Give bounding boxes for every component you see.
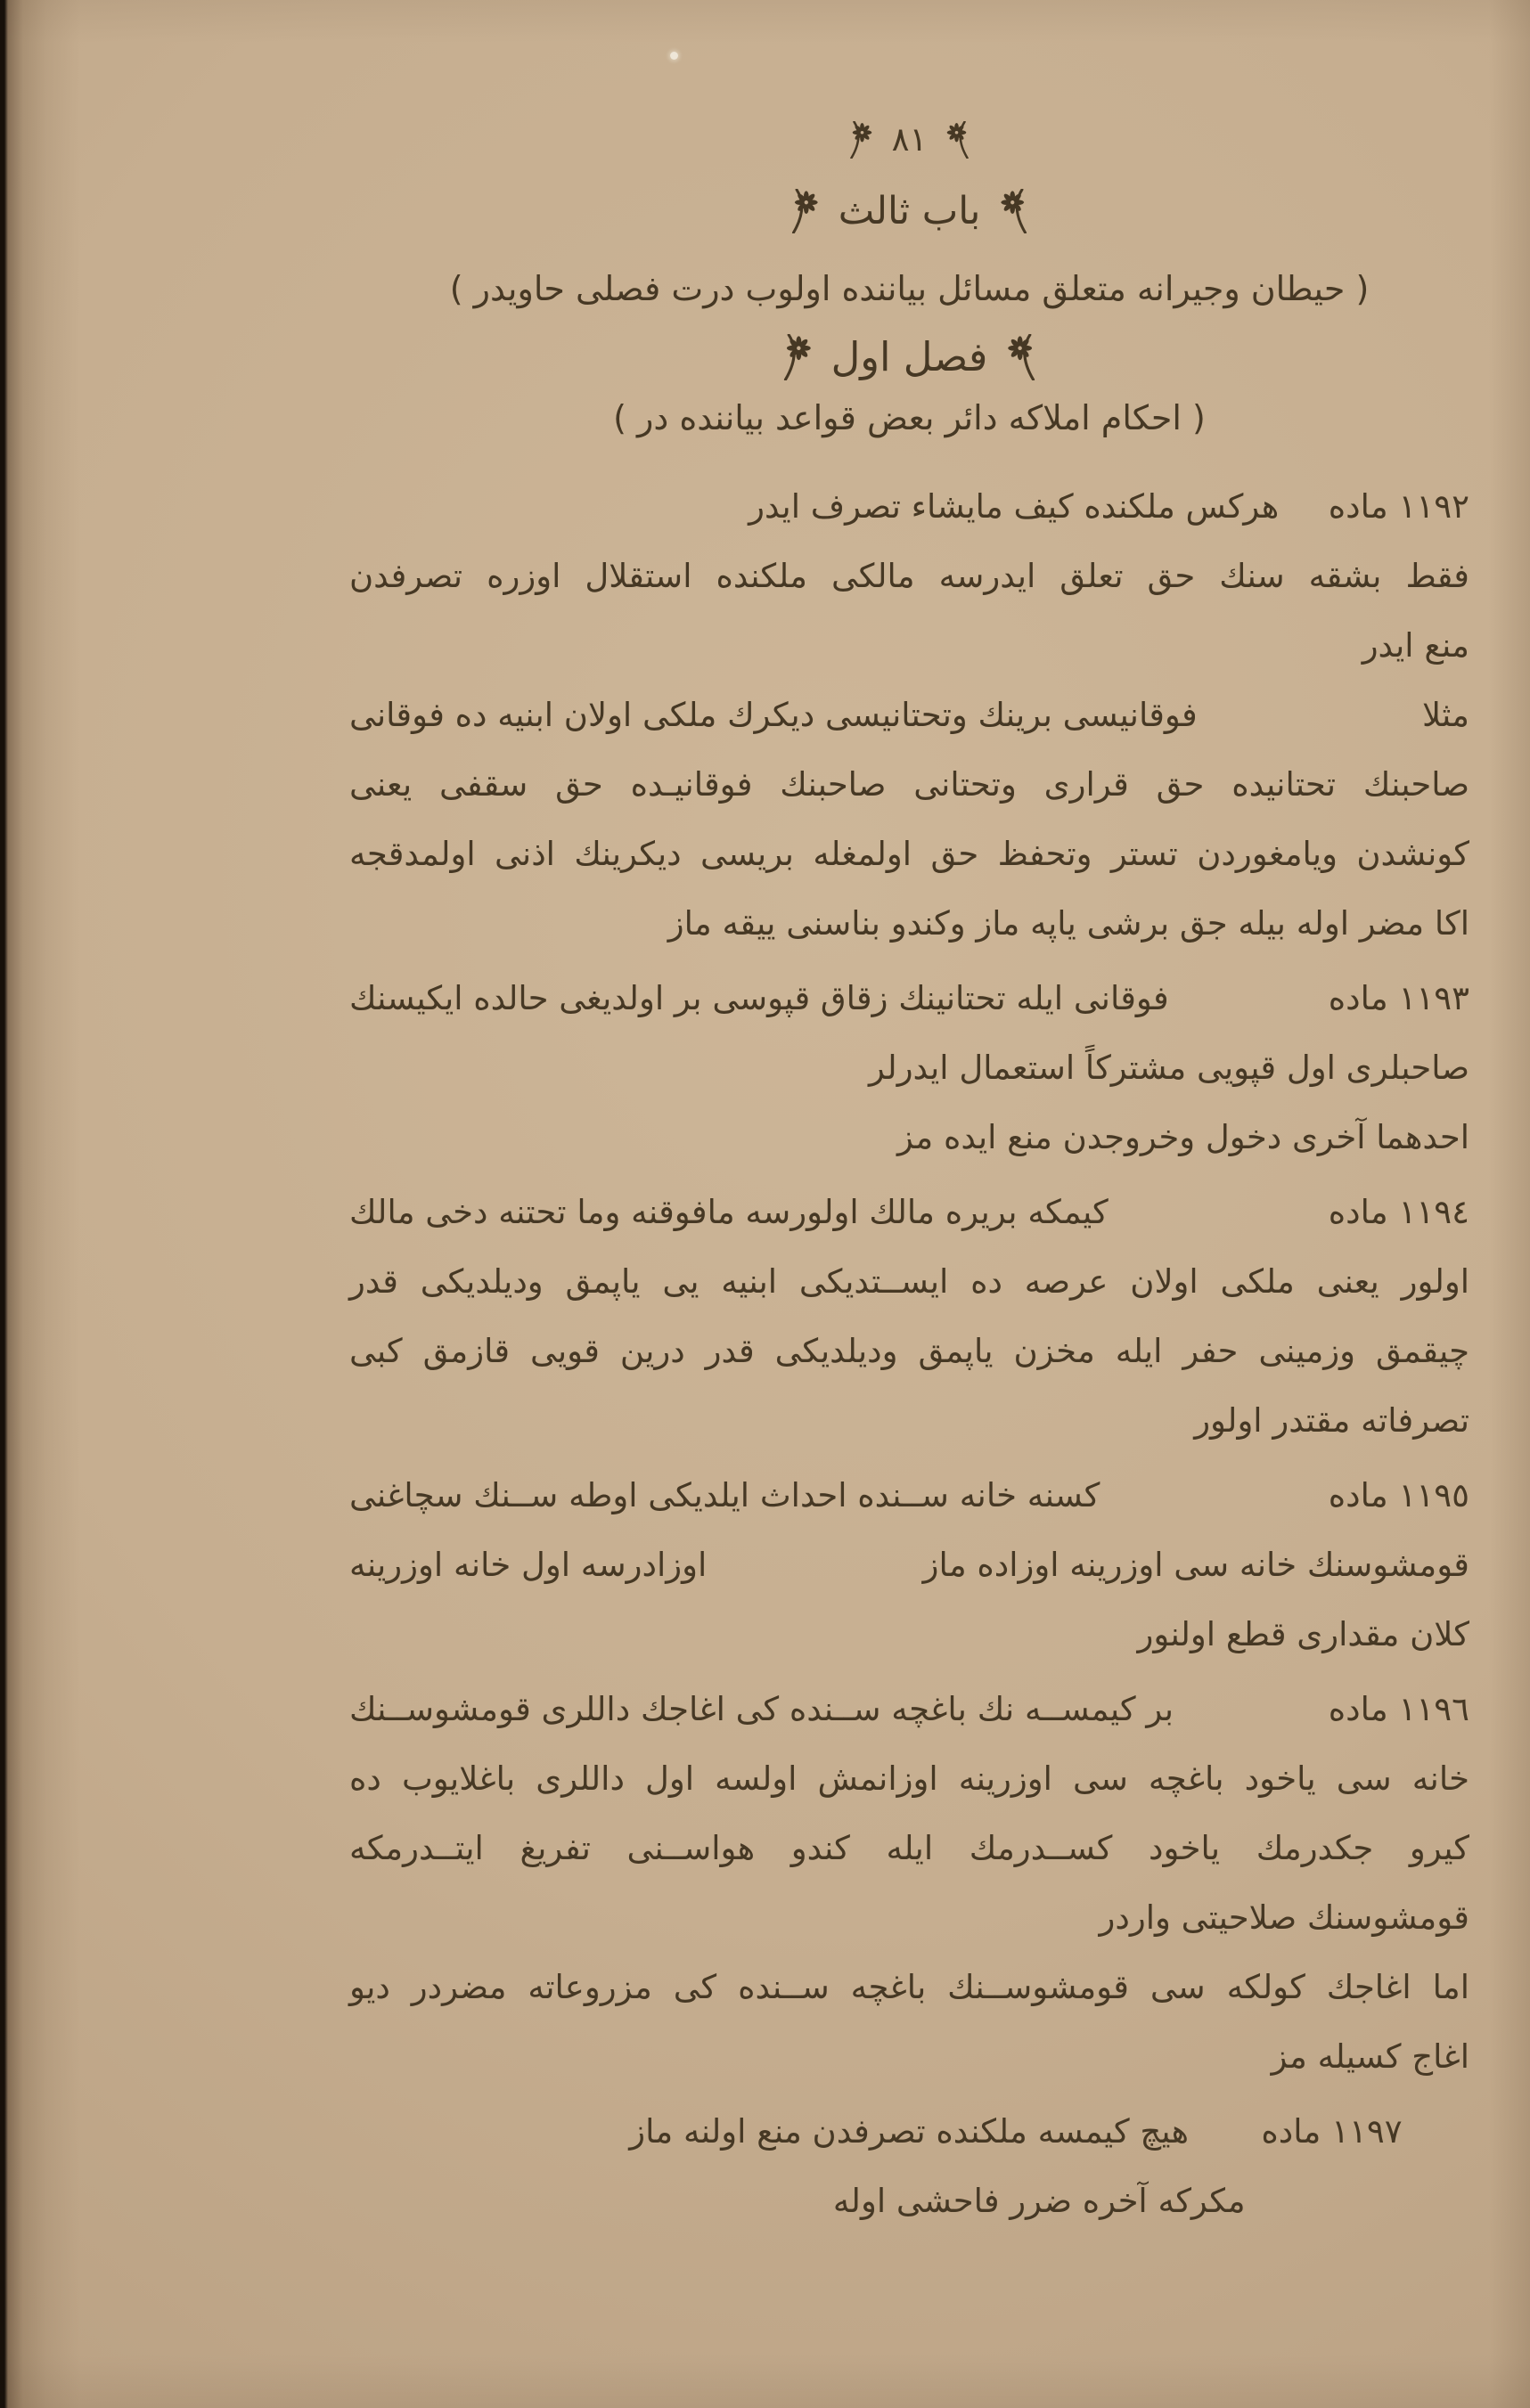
line-text: اغاج كسيله مز [1271, 2037, 1469, 2076]
article-1195 [349, 1461, 1469, 1669]
article-first-line [349, 1178, 1469, 1247]
line-text: خانه سى ياخود باغچه سى اوزرينه اوزانمش اولسه اول داللرى باغلايوب ده [349, 1759, 1469, 1798]
line-text: قومشوسنك خانه سى اوزرينه اوزاده ماز [922, 1546, 1469, 1584]
articles [349, 472, 1469, 2236]
text-line [349, 1814, 1469, 1883]
text-line [349, 1744, 1469, 1814]
line-text: بر كيمســه نك باغچه ســنده كى اغاجك داللرى قومشوســنك [349, 1690, 1174, 1728]
article-number: ١١٩٦ ماده [1328, 1690, 1469, 1728]
text-line [349, 750, 1469, 820]
line-text: صاحبنك تحتانيده حق قرارى وتحتانى صاحبنك فوقانيـده حق سقفى يعنى [349, 765, 1469, 804]
article-number: ١١٩٣ ماده [1328, 979, 1469, 1017]
article-number: ١١٩٤ ماده [1328, 1193, 1469, 1231]
text-line [349, 1386, 1469, 1456]
text-line [349, 889, 1469, 959]
article-1194 [349, 1178, 1469, 1456]
line-text: فوقانى ايله تحتانينك زقاق قپوسى بر اولديغى حالده ايكيسنك [349, 979, 1169, 1017]
article-number: ١١٩٢ ماده [1328, 487, 1469, 526]
line-text: اوزادرسه اول خانه اوزرينه [349, 1546, 708, 1584]
text-line [349, 1600, 1469, 1669]
text-line [349, 1103, 1469, 1172]
fleuron-icon [945, 121, 971, 159]
fleuron-icon [998, 189, 1030, 233]
article-1192 [349, 472, 1469, 959]
article-1197 [349, 2097, 1469, 2236]
line-text: اولور يعنى ملكى اولان عرصه ده ايســتديكى ابنيه يى ياپمق وديلديكى قدر [349, 1262, 1469, 1301]
line-text: قومشوسنك صلاحيتى واردر [1099, 1898, 1469, 1937]
article-number: ١١٩٧ ماده [1261, 2112, 1403, 2151]
line-text: هيچ كيمسه ملكنده تصرفدن منع اولنه ماز [629, 2112, 1189, 2151]
text-block [349, 0, 1469, 2236]
article-first-line [349, 472, 1469, 542]
text-line [349, 1953, 1469, 2022]
article-1196 [349, 1675, 1469, 2092]
article-first-line [349, 2097, 1469, 2167]
fleuron-icon [847, 121, 874, 159]
line-text: كيرو جكدرمك ياخود كســدرمك ايله كندو هواســنى تفريغ ايتــدرمكه [349, 1829, 1469, 1867]
article-number: ١١٩٥ ماده [1328, 1476, 1469, 1514]
line-text: مثلا [1421, 696, 1469, 734]
article-first-line [349, 1461, 1469, 1531]
text-line [349, 1247, 1469, 1317]
text-line [349, 1531, 1469, 1600]
fleuron-icon [789, 189, 821, 233]
text-line [349, 1317, 1469, 1386]
line-text: مكركه آخره ضرر فاحشى اوله [832, 2182, 1246, 2220]
page-number-row [349, 116, 1469, 164]
text-line [349, 2022, 1469, 2092]
line-text: اما اغاجك كولكه سى قومشوســنك باغچه ســنده كى مزروعاته مضردر ديو [349, 1968, 1469, 2006]
line-text: كيمكه بريره مالك اولورسه مافوقنه وما تحتنه دخى مالك [349, 1193, 1109, 1231]
section-title: فصل اول [830, 333, 988, 380]
article-first-line [349, 1675, 1469, 1744]
line-text: فقط بشقه سنك حق تعلق ايدرسه مالكى ملكنده استقلال اوزره تصرفدن [349, 557, 1469, 595]
section-heading [349, 330, 1469, 385]
line-text: كلان مقدارى قطع اولنور [1137, 1615, 1469, 1653]
line-text: كسنه خانه ســنده احداث ايلديكى اوطه ســنك سچاغنى [349, 1476, 1100, 1514]
line-text: منع ايدر [1362, 626, 1469, 665]
text-line [349, 542, 1469, 611]
line-text: كونشدن ويامغوردن تستر وتحفظ حق اولمغله بريسى ديكرينك اذنى اولمدقجه [349, 835, 1469, 873]
line-text: تصرفاته مقتدر اولور [1194, 1401, 1469, 1440]
line-text: اكا مضر اوله بيله جق برشى ياپه ماز وكندو بناسنى ييقه ماز [667, 904, 1469, 943]
text-line [349, 611, 1469, 681]
text-line [349, 1883, 1469, 1953]
text-line [349, 820, 1469, 889]
text-line [349, 2167, 1469, 2236]
binding-shadow [0, 0, 80, 2408]
line-text: صاحبلرى اول قپويى مشتركاً استعمال ايدرلر [869, 1049, 1469, 1087]
text-line [349, 681, 1469, 750]
line-text: فوقانيسى برينك وتحتانيسى ديكرك ملكى اولان ابنيه ده فوقانى [349, 696, 1198, 734]
line-text: احدهما آخرى دخول وخروجدن منع ايده مز [897, 1118, 1469, 1156]
line-text: هركس ملكنده كيف مايشاء تصرف ايدر [749, 487, 1280, 526]
page-number: ٨١ [891, 120, 928, 159]
fleuron-icon [781, 334, 814, 380]
chapter-heading [349, 185, 1469, 237]
line-text: چيقمق وزمينى حفر ايله مخزن ياپمق وديلديكى قدر درين قويى قازمق كبى [349, 1332, 1469, 1370]
chapter-subtitle: ( حيطان وجيرانه متعلق مسائل بياننده اولوب درت فصلى حاويدر ) [449, 269, 1370, 308]
chapter-title: باب ثالث [838, 189, 981, 233]
article-first-line [349, 964, 1469, 1033]
fleuron-icon [1005, 334, 1038, 380]
text-line [349, 1033, 1469, 1103]
section-subtitle: ( احكام املاكه دائر بعض قواعد بياننده در ) [613, 398, 1206, 437]
article-1193 [349, 964, 1469, 1172]
